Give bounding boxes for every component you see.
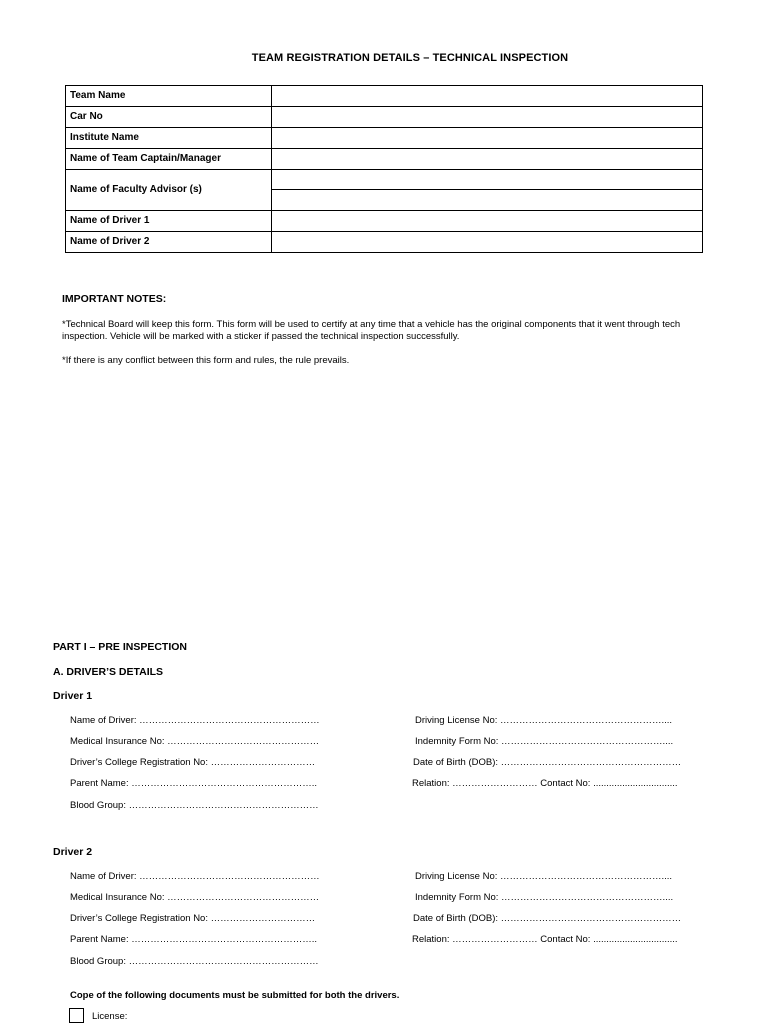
driver-2-label: Name of Driver 2 [66, 232, 272, 253]
driver-1-relation-contact-field[interactable]: Relation: ……………………… Contact No: ................................ [412, 778, 678, 789]
driver-1-college-registration-field[interactable]: Driver’s College Registration No: …………………………… [70, 757, 316, 768]
driver-1-label: Name of Driver 1 [66, 211, 272, 232]
driver-2-relation-contact-field[interactable]: Relation: ……………………… Contact No: ................................ [412, 934, 678, 945]
note-2: *If there is any conflict between this form and rules, the rule prevails. [62, 355, 350, 366]
documents-note: Cope of the following documents must be submitted for both the drivers. [70, 990, 400, 1001]
table-row [66, 149, 703, 170]
table-row [66, 128, 703, 149]
faculty-advisor-field-2[interactable] [272, 190, 702, 210]
driver-1-parent-name-field[interactable]: Parent Name: ………………………………………………….. [70, 778, 318, 789]
driver-1-medical-insurance-field[interactable]: Medical Insurance No: ………………………………………… [70, 736, 320, 747]
team-name-field[interactable] [272, 86, 703, 107]
team-captain-label: Name of Team Captain/Manager [66, 149, 272, 170]
car-no-field[interactable] [272, 107, 703, 128]
license-checkbox[interactable] [69, 1008, 84, 1023]
page-title: TEAM REGISTRATION DETAILS – TECHNICAL INSPECTION [251, 52, 569, 64]
table-row [66, 86, 703, 107]
driver-1-license-field[interactable]: Driving License No: …………………………………………….... [415, 715, 673, 726]
car-no-label: Car No [66, 107, 272, 128]
faculty-advisor-field-1[interactable] [272, 170, 702, 190]
driver-1-dob-field[interactable]: Date of Birth (DOB): ………………………………………………… [413, 757, 682, 768]
faculty-advisor-label: Name of Faculty Advisor (s) [66, 170, 272, 211]
institute-name-label: Institute Name [66, 128, 272, 149]
team-name-label: Team Name [66, 86, 272, 107]
registration-table [65, 85, 703, 253]
driver-1-name-field[interactable]: Name of Driver: ………………………………………………… [70, 715, 320, 726]
driver-1-field[interactable] [272, 211, 703, 232]
table-row [66, 170, 703, 211]
table-row [66, 211, 703, 232]
team-captain-field[interactable] [272, 149, 703, 170]
table-row [66, 107, 703, 128]
driver-2-parent-name-field[interactable]: Parent Name: ………………………………………………….. [70, 934, 318, 945]
driver-2-medical-insurance-field[interactable]: Medical Insurance No: ………………………………………… [70, 892, 320, 903]
section-a-heading: A. DRIVER’S DETAILS [53, 666, 164, 678]
driver-2-name-field[interactable]: Name of Driver: ………………………………………………… [70, 871, 320, 882]
institute-name-field[interactable] [272, 128, 703, 149]
driver-1-heading: Driver 1 [53, 690, 93, 702]
note-1: *Technical Board will keep this form. This form will be used to certify at any time that a vehicle has the original components that it went through tech inspection. Vehicle will be marked with a sticker if passed the technical inspection successfully. [62, 319, 681, 342]
license-label: License: [92, 1011, 128, 1022]
table-row [66, 232, 703, 253]
driver-2-license-field[interactable]: Driving License No: …………………………………………….... [415, 871, 673, 882]
faculty-advisor-field[interactable] [272, 170, 703, 211]
driver-2-blood-group-field[interactable]: Blood Group: …………………………………………………… [70, 956, 319, 967]
driver-2-dob-field[interactable]: Date of Birth (DOB): ………………………………………………… [413, 913, 682, 924]
driver-1-blood-group-field[interactable]: Blood Group: …………………………………………………… [70, 800, 319, 811]
driver-2-college-registration-field[interactable]: Driver’s College Registration No: …………………………… [70, 913, 316, 924]
part1-heading: PART I – PRE INSPECTION [53, 641, 187, 653]
driver-2-field[interactable] [272, 232, 703, 253]
driver-1-indemnity-field[interactable]: Indemnity Form No: …………………………………………….... [415, 736, 674, 747]
driver-2-heading: Driver 2 [53, 846, 93, 858]
notes-heading: IMPORTANT NOTES: [62, 293, 167, 305]
driver-2-indemnity-field[interactable]: Indemnity Form No: …………………………………………….... [415, 892, 674, 903]
